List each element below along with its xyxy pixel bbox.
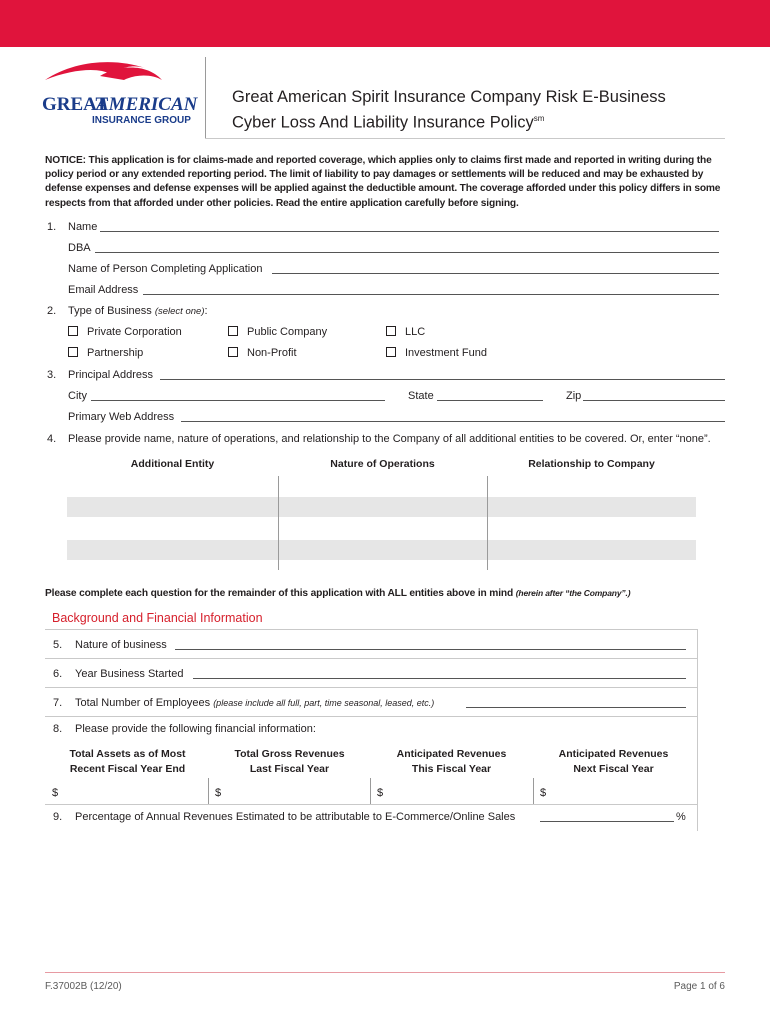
checkbox-icon[interactable] <box>228 326 238 336</box>
state-label: State <box>408 390 434 402</box>
column-divider <box>487 476 488 570</box>
checkbox-public-company[interactable]: Public Company <box>228 325 327 339</box>
header-anticipated-next-year: Anticipated Revenues Next Fiscal Year <box>558 748 669 775</box>
state-field[interactable] <box>437 400 543 401</box>
checkbox-icon[interactable] <box>68 347 78 357</box>
column-divider <box>278 476 279 570</box>
year-started-label: Year Business Started <box>75 668 184 680</box>
dba-label: DBA <box>68 242 91 254</box>
section-rule <box>45 629 697 630</box>
row-divider <box>45 687 697 688</box>
financial-info-label: Please provide the following financial information: <box>75 723 316 735</box>
city-label: City <box>68 390 87 402</box>
entity-row-1[interactable] <box>67 497 696 517</box>
page-number: Page 1 of 6 <box>673 981 725 992</box>
currency-symbol: $ <box>52 787 59 799</box>
top-red-bar <box>0 0 770 47</box>
ecommerce-percentage-label: Percentage of Annual Revenues Estimated to be attributable to E-Commerce/Online Sales <box>75 811 516 823</box>
form-number: F.37002B (12/20) <box>45 981 122 992</box>
checkbox-non-profit[interactable]: Non-Profit <box>228 346 297 360</box>
q9-number: 9. <box>53 811 63 823</box>
web-address-label: Primary Web Address <box>68 411 175 423</box>
row-divider <box>45 716 697 717</box>
header-divider <box>205 57 206 138</box>
web-address-field[interactable] <box>181 421 725 422</box>
nature-of-business-field[interactable] <box>175 649 686 650</box>
svg-text:AMERICAN: AMERICAN <box>96 94 198 115</box>
checkbox-investment-fund[interactable]: Investment Fund <box>386 346 487 360</box>
year-started-field[interactable] <box>193 678 686 679</box>
q5-number: 5. <box>53 639 63 651</box>
header-anticipated-this-year: Anticipated Revenues This Fiscal Year <box>396 748 507 775</box>
q4-text: Please provide name, nature of operations, and relationship to the Company of all additional entities to be covered. Or, enter “none”. <box>68 433 711 445</box>
checkbox-icon[interactable] <box>386 347 396 357</box>
currency-symbol: $ <box>377 787 384 799</box>
row-divider <box>45 658 697 659</box>
q8-number: 8. <box>53 723 63 735</box>
zip-label: Zip <box>566 390 582 402</box>
email-field[interactable] <box>143 294 719 295</box>
zip-field[interactable] <box>583 400 725 401</box>
name-label: Name <box>68 221 98 233</box>
person-label: Name of Person Completing Application <box>68 263 263 275</box>
dba-field[interactable] <box>95 252 719 253</box>
checkbox-icon[interactable] <box>68 326 78 336</box>
name-field[interactable] <box>100 231 719 232</box>
instruction-text: Please complete each question for the remainder of this application with ALL entities above in mind (herein after “the Company”.) <box>45 588 631 599</box>
q3-number: 3. <box>47 369 57 381</box>
principal-address-field[interactable] <box>160 379 725 380</box>
col-relationship: Relationship to Company <box>528 458 655 470</box>
q6-number: 6. <box>53 668 63 680</box>
checkbox-llc[interactable]: LLC <box>386 325 425 339</box>
q7-number: 7. <box>53 697 63 709</box>
section-title: Background and Financial Information <box>52 611 263 625</box>
city-field[interactable] <box>91 400 385 401</box>
page-title: Great American Spirit Insurance Company Risk E-Business Cyber Loss And Liability Insurance Policy$^{sm}$ <box>232 88 666 132</box>
checkbox-private-corporation[interactable]: Private Corporation <box>68 325 182 339</box>
employees-label: Total Number of Employees (please include all full, part, time seasonal, leased, etc.) <box>75 697 435 709</box>
employees-field[interactable] <box>466 707 686 708</box>
header-total-assets: Total Assets as of Most Recent Fiscal Year End <box>69 748 186 775</box>
percent-sign: % <box>676 811 686 823</box>
notice-paragraph: NOTICE: This application is for claims-made and reported coverage, which applies only to claims first made and reported in writing during the policy period or any extended reporting period. The limit of liability to pay damages or settlements will be reduced and may be exhausted by defense expenses and defense expenses will be applied against the deductible amount. The coverage afforded under this policy differs in some respects from that afforded under other policies. Read the entire application carefully before signing. <box>45 155 721 209</box>
cell-divider <box>208 778 209 804</box>
email-label: Email Address <box>68 284 139 296</box>
total-assets-field[interactable] <box>45 778 697 804</box>
checkbox-icon[interactable] <box>228 347 238 357</box>
entity-row-2[interactable] <box>67 540 696 560</box>
logo-wordmark: GREAT <box>42 94 109 115</box>
header-gross-revenues: Total Gross Revenues Last Fiscal Year <box>234 748 345 775</box>
great-american-logo <box>40 58 200 138</box>
person-field[interactable] <box>272 273 719 274</box>
checkbox-partnership[interactable]: Partnership <box>68 346 143 360</box>
ecommerce-percentage-field[interactable] <box>540 821 674 822</box>
principal-address-label: Principal Address <box>68 369 153 381</box>
currency-symbol: $ <box>215 787 222 799</box>
currency-symbol: $ <box>540 787 547 799</box>
cell-divider <box>533 778 534 804</box>
business-type-label: Type of Business (select one): <box>68 305 208 317</box>
row-divider <box>45 804 697 805</box>
col-additional-entity: Additional Entity <box>130 458 215 470</box>
q2-number: 2. <box>47 305 57 317</box>
col-nature-of-operations: Nature of Operations <box>330 458 435 470</box>
cell-divider <box>370 778 371 804</box>
nature-of-business-label: Nature of business <box>75 639 167 651</box>
footer-rule <box>45 972 725 973</box>
svg-text:INSURANCE GROUP: INSURANCE GROUP <box>92 115 191 126</box>
q4-number: 4. <box>47 433 57 445</box>
section-side-rule <box>697 629 698 831</box>
header-rule <box>205 138 725 139</box>
q1-number: 1. <box>47 221 57 233</box>
checkbox-icon[interactable] <box>386 326 396 336</box>
